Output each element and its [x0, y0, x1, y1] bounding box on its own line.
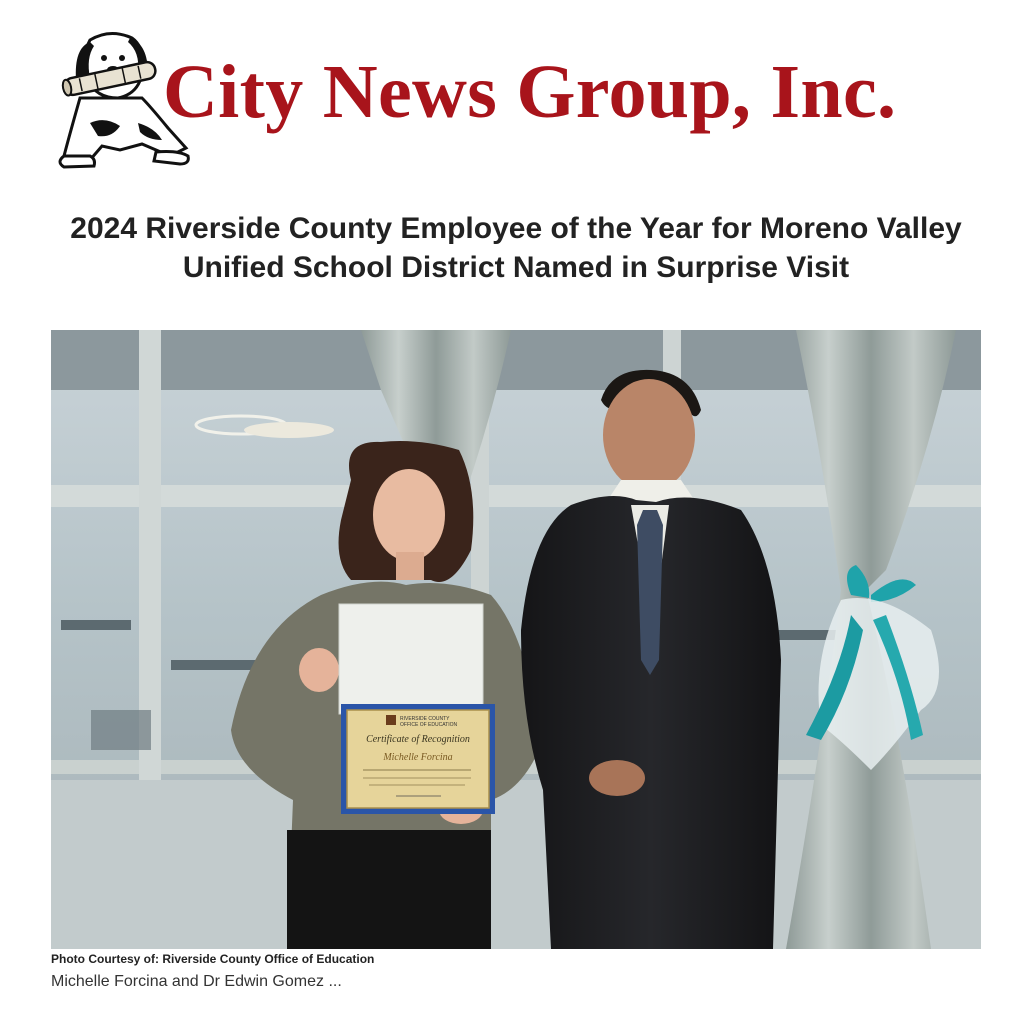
article-headline[interactable]: 2024 Riverside County Employee of the Year for Moreno Valley Unified School District Named in Surprise Visit	[70, 212, 962, 284]
masthead	[50, 28, 980, 178]
photo-illustration	[51, 330, 981, 949]
brand-name[interactable]: City News Group, Inc.	[163, 50, 897, 134]
certificate-org-line-1: RIVERSIDE COUNTY	[400, 716, 450, 722]
photo-credit: Photo Courtesy of: Riverside County Office of Education	[51, 952, 375, 966]
photo-caption[interactable]: Michelle Forcina and Dr Edwin Gomez ...	[51, 973, 342, 990]
certificate-heading: Certificate of Recognition	[366, 734, 470, 745]
certificate	[339, 604, 495, 814]
certificate-org-line-2: OFFICE OF EDUCATION	[400, 722, 458, 728]
certificate-recipient: Michelle Forcina	[383, 752, 453, 763]
article-photo[interactable]	[51, 330, 981, 949]
